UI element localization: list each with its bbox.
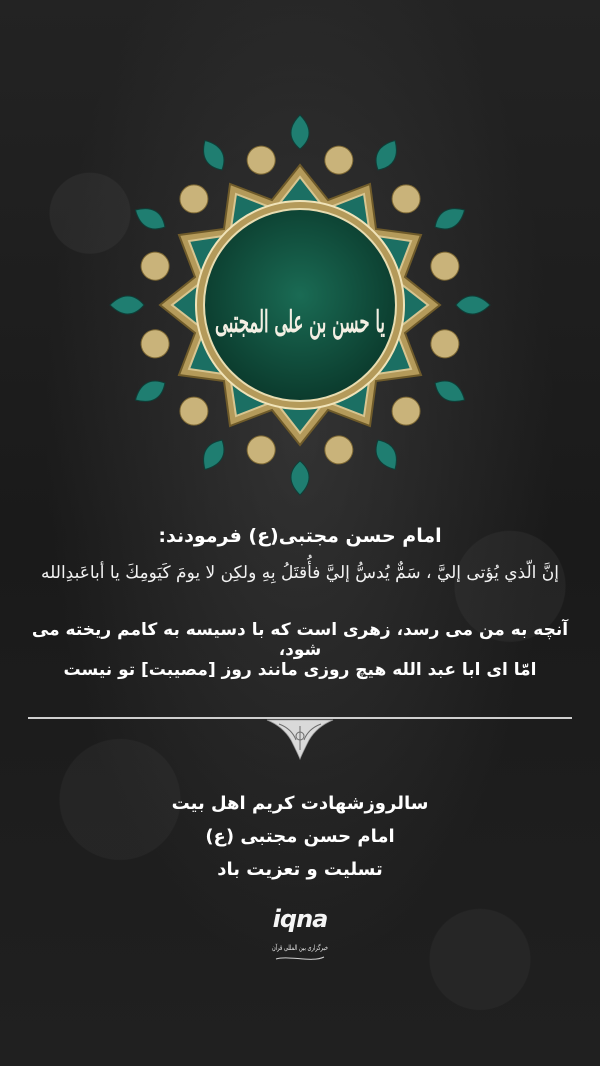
- emblem-calligraphy: یا حسن بن علی المجتبی: [215, 305, 385, 340]
- calligraphy-emblem: [95, 100, 505, 510]
- logo-tagline: خبرگزاری بین المللی قرآن: [272, 944, 350, 952]
- divider-ornament: [265, 718, 335, 760]
- quote-translation-line2: امّا ای ابا عبد الله هیچ روزی مانند روز [مصیبت] تو نیست: [63, 660, 537, 680]
- message-line1: سالروزشهادت کریم اهل بیت: [171, 793, 429, 814]
- iqna-tagline-logo: [270, 935, 350, 971]
- message-line2: امام حسن مجتبی (ع): [205, 826, 395, 847]
- iqna-logo: iqna: [272, 905, 328, 933]
- quote-intro: امام حسن مجتبی(ع) فرمودند:: [158, 525, 442, 547]
- quote-arabic: إنَّ الّذي يُؤتى إليَّ ، سَمٌّ يُدسُّ إليَّ فأُقتَلُ بِهِ ولكِن لا يومَ كَيَومِكَ يا أباعَبدِالله: [41, 563, 559, 583]
- quote-translation-line1: آنچه به من می رسد، زهری است که با دسیسه به کامم ریخته می شود،: [31, 620, 569, 660]
- message-line3: تسلیت و تعزیت باد: [217, 859, 383, 880]
